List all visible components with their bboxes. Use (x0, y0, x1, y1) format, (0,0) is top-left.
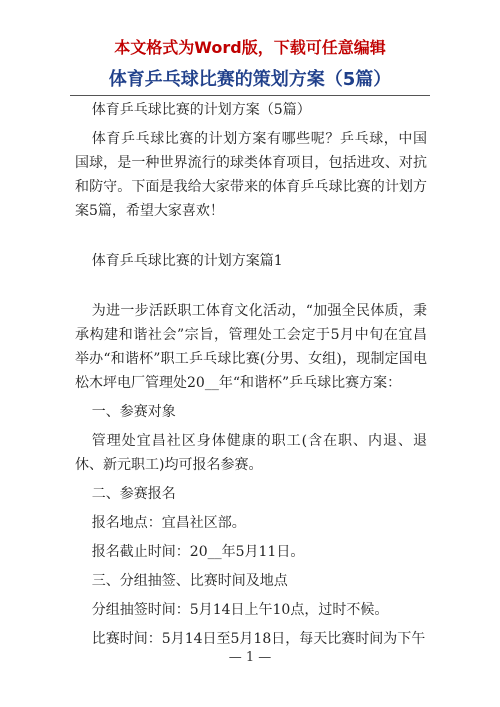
page-number: — 1 — (228, 650, 272, 665)
document-body (75, 98, 427, 656)
paragraph-participants: 管理处宜昌社区身体健康的职工(含在职、内退、退休、新元职工)均可报名参赛。 (75, 433, 427, 473)
heading-registration: 二、参赛报名 (91, 486, 176, 502)
heading-draw-schedule: 三、分组抽签、比赛时间及地点 (91, 573, 288, 589)
document-title: 体育乒乓球比赛的策划方案（5篇） (108, 69, 392, 90)
paragraph-subtitle: 体育乒乓球比赛的计划方案（5篇） (91, 102, 311, 118)
paragraph-match-time: 比赛时间：5月14日至5月18日，每天比赛时间为下午 (91, 631, 426, 647)
title-divider (70, 95, 430, 96)
paragraph-reg-deadline: 报名截止时间：20__年5月11日。 (91, 544, 305, 560)
paragraph-draw-time: 分组抽签时间：5月14日上午10点，过时不候。 (91, 602, 389, 618)
paragraph-purpose: 为进一步活跃职工体育文化活动，“加强全民体质，秉承构建和谐社会”宗旨，管理处工会定于5月中旬在宜昌举办“和谐杯”职工乒乓球比赛(分男、女组)，现制定国电松木坪电厂管理处20__年“和谐杯”乒乓球比赛方案： (75, 303, 427, 391)
format-banner: 本文格式为Word版，下载可任意编辑 (114, 38, 386, 57)
paragraph-reg-location: 报名地点：宜昌社区部。 (91, 515, 246, 531)
heading-participants: 一、参赛对象 (91, 404, 176, 420)
section-heading: 体育乒乓球比赛的计划方案篇1 (91, 253, 283, 269)
paragraph-intro: 体育乒乓球比赛的计划方案有哪些呢？乒乓球，中国国球，是一种世界流行的球类体育项目，包括进攻、对抗和防守。下面是我给大家带来的体育乒乓球比赛的计划方案5篇，希望大家喜欢！ (75, 131, 427, 219)
